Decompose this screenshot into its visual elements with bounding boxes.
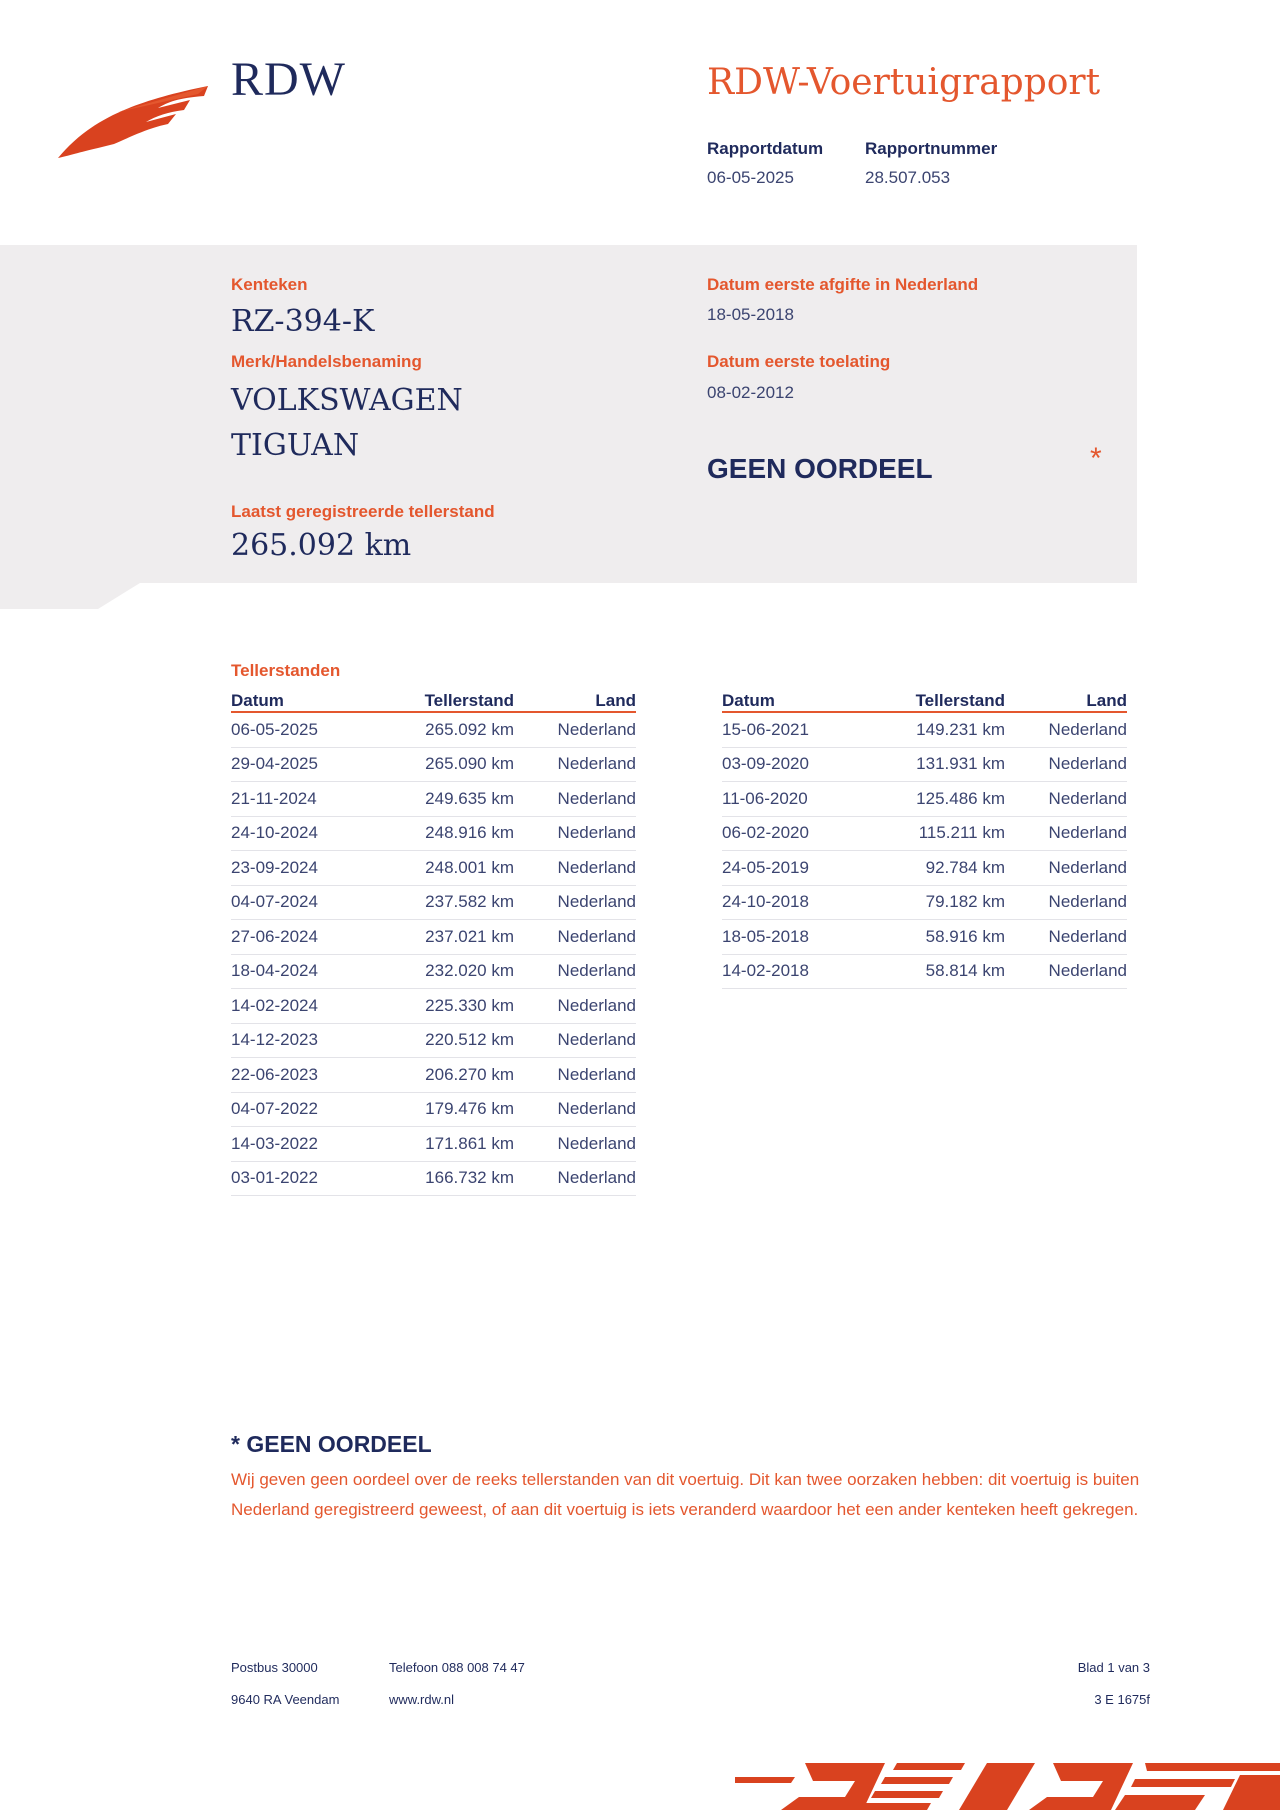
table-row — [231, 1162, 636, 1197]
cell-country: Nederland — [1048, 788, 1127, 808]
cell-country: Nederland — [1048, 719, 1127, 739]
table-row — [722, 782, 1127, 817]
verdict-text: GEEN OORDEEL — [707, 453, 933, 484]
cell-reading: 225.330 km — [425, 995, 514, 1015]
footer-document-code: 3 E 1675f — [1094, 1692, 1150, 1707]
table-row — [722, 955, 1127, 990]
cell-reading: 265.090 km — [425, 754, 514, 774]
cell-country: Nederland — [1048, 892, 1127, 912]
cell-country: Nederland — [557, 961, 636, 981]
cell-reading: 166.732 km — [425, 1168, 514, 1188]
cell-country: Nederland — [557, 1030, 636, 1050]
footer-page-number: Blad 1 van 3 — [1077, 1660, 1150, 1675]
column-header-reading: Tellerstand — [424, 691, 514, 710]
cell-reading: 265.092 km — [425, 719, 514, 739]
cell-country: Nederland — [1048, 961, 1127, 981]
decorative-stripes-icon — [735, 1757, 1280, 1810]
make-value: VOLKSWAGEN — [231, 383, 463, 418]
column-header-reading: Tellerstand — [915, 691, 1005, 710]
cell-reading: 171.861 km — [425, 1133, 514, 1153]
report-title: RDW-Voertuigrapport — [707, 62, 1101, 103]
cell-country: Nederland — [557, 1099, 636, 1119]
table-row — [231, 713, 636, 748]
cell-reading: 237.021 km — [425, 926, 514, 946]
cell-country: Nederland — [557, 823, 636, 843]
table-row — [231, 955, 636, 990]
brand-name: RDW — [231, 53, 346, 106]
odometer-section-title: Tellerstanden — [231, 661, 341, 680]
table-row — [231, 1024, 636, 1059]
table-row — [722, 817, 1127, 852]
cell-reading: 115.211 km — [918, 823, 1005, 843]
first-admission-label: Datum eerste toelating — [707, 352, 891, 371]
cell-country: Nederland — [557, 754, 636, 774]
cell-date: 22-06-2023 — [231, 1064, 318, 1084]
cell-date: 24-10-2024 — [231, 823, 318, 843]
panel-tab-decoration — [0, 583, 140, 609]
cell-date: 23-09-2024 — [231, 857, 318, 877]
cell-country: Nederland — [557, 788, 636, 808]
table-row — [231, 782, 636, 817]
cell-country: Nederland — [557, 1133, 636, 1153]
table-row — [231, 886, 636, 921]
cell-date: 14-02-2018 — [722, 961, 809, 981]
table-row — [231, 1093, 636, 1128]
column-header-country: Land — [595, 691, 636, 710]
cell-date: 24-10-2018 — [722, 892, 809, 912]
cell-reading: 79.182 km — [925, 892, 1005, 912]
odometer-value: 265.092 km — [231, 528, 412, 563]
odometer-table-left — [231, 691, 636, 1196]
cell-reading: 125.486 km — [916, 788, 1005, 808]
first-registration-nl-value: 18-05-2018 — [707, 305, 794, 324]
cell-date: 14-03-2022 — [231, 1133, 318, 1153]
cell-date: 03-09-2020 — [722, 754, 809, 774]
column-header-date: Datum — [722, 691, 775, 710]
plate-value: RZ-394-K — [231, 304, 375, 339]
cell-reading: 220.512 km — [425, 1030, 514, 1050]
cell-date: 06-02-2020 — [722, 823, 809, 843]
cell-reading: 248.001 km — [425, 857, 514, 877]
column-header-date: Datum — [231, 691, 284, 710]
cell-country: Nederland — [557, 926, 636, 946]
model-value: TIGUAN — [231, 428, 360, 463]
footnote-text: Wij geven geen oordeel over de reeks tellerstanden van dit voertuig. Dit kan twee oorzaken hebben: dit voertuig is buiten Nederland geregistreerd geweest, of aan dit voertuig is iets veranderd waardoor het een ander kenteken heeft gekregen. — [231, 1470, 1140, 1519]
cell-date: 04-07-2024 — [231, 892, 318, 912]
odometer-table-right — [722, 691, 1127, 989]
odometer-label: Laatst geregistreerde tellerstand — [231, 502, 495, 521]
cell-reading: 179.476 km — [425, 1099, 514, 1119]
cell-reading: 248.916 km — [425, 823, 514, 843]
cell-reading: 131.931 km — [916, 754, 1005, 774]
report-date-label: Rapportdatum — [707, 139, 824, 158]
table-header — [231, 691, 636, 713]
cell-country: Nederland — [557, 719, 636, 739]
cell-date: 14-12-2023 — [231, 1030, 318, 1050]
report-number-label: Rapportnummer — [865, 139, 998, 158]
footer-phone: Telefoon 088 008 74 47 — [389, 1660, 525, 1675]
column-header-country: Land — [1086, 691, 1127, 710]
table-header — [722, 691, 1127, 713]
table-row — [231, 920, 636, 955]
cell-country: Nederland — [557, 995, 636, 1015]
footnote-title: * GEEN OORDEEL — [231, 1431, 432, 1457]
plate-label: Kenteken — [231, 275, 308, 294]
cell-reading: 249.635 km — [425, 788, 514, 808]
cell-date: 06-05-2025 — [231, 719, 318, 739]
table-row — [231, 817, 636, 852]
cell-date: 21-11-2024 — [231, 788, 317, 808]
footer-website[interactable]: www.rdw.nl — [389, 1692, 455, 1707]
cell-date: 11-06-2020 — [722, 788, 808, 808]
cell-date: 29-04-2025 — [231, 754, 318, 774]
cell-country: Nederland — [557, 1168, 636, 1188]
rdw-logo-icon — [58, 82, 210, 162]
cell-date: 18-05-2018 — [722, 926, 809, 946]
cell-date: 04-07-2022 — [231, 1099, 318, 1119]
table-row — [722, 713, 1127, 748]
cell-country: Nederland — [1048, 857, 1127, 877]
table-row — [231, 748, 636, 783]
table-row — [231, 851, 636, 886]
cell-date: 15-06-2021 — [722, 719, 809, 739]
cell-reading: 232.020 km — [425, 961, 514, 981]
report-number: 28.507.053 — [865, 168, 951, 187]
first-admission-value: 08-02-2012 — [707, 383, 794, 402]
table-row — [722, 851, 1127, 886]
cell-country: Nederland — [557, 892, 636, 912]
cell-reading: 58.814 km — [925, 961, 1005, 981]
table-row — [722, 920, 1127, 955]
vehicle-summary-panel — [0, 245, 1137, 583]
cell-reading: 58.916 km — [925, 926, 1005, 946]
cell-date: 03-01-2022 — [231, 1168, 318, 1188]
cell-country: Nederland — [1048, 754, 1127, 774]
table-row — [722, 886, 1127, 921]
table-row — [231, 1058, 636, 1093]
cell-country: Nederland — [1048, 823, 1127, 843]
cell-country: Nederland — [557, 1064, 636, 1084]
cell-country: Nederland — [1048, 926, 1127, 946]
cell-reading: 92.784 km — [925, 857, 1005, 877]
make-label: Merk/Handelsbenaming — [231, 352, 422, 371]
cell-date: 24-05-2019 — [722, 857, 809, 877]
cell-reading: 237.582 km — [425, 892, 514, 912]
first-registration-nl-label: Datum eerste afgifte in Nederland — [707, 275, 979, 294]
cell-reading: 206.270 km — [425, 1064, 514, 1084]
cell-country: Nederland — [557, 857, 636, 877]
table-row — [231, 989, 636, 1024]
table-row — [722, 748, 1127, 783]
cell-date: 18-04-2024 — [231, 961, 318, 981]
verdict-asterisk: * — [1090, 442, 1102, 475]
cell-date: 14-02-2024 — [231, 995, 318, 1015]
cell-reading: 149.231 km — [916, 719, 1005, 739]
footer-address-line1: Postbus 30000 — [231, 1660, 318, 1675]
cell-date: 27-06-2024 — [231, 926, 318, 946]
report-date: 06-05-2025 — [707, 168, 794, 187]
table-row — [231, 1127, 636, 1162]
footer-address-line2: 9640 RA Veendam — [231, 1692, 340, 1707]
